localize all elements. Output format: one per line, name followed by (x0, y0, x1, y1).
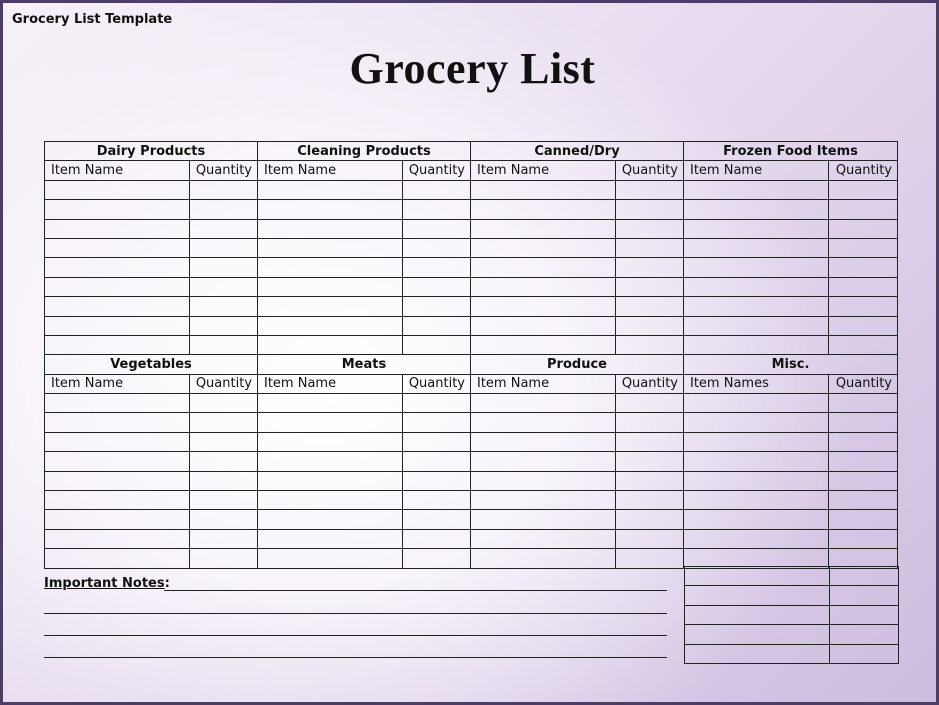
quantity-cell[interactable] (403, 180, 471, 199)
item-name-cell[interactable] (258, 277, 403, 296)
table-row (685, 586, 899, 605)
table-row (45, 491, 898, 510)
quantity-cell[interactable] (403, 297, 471, 316)
quantity-cell[interactable] (830, 586, 899, 605)
important-notes-colon: : (164, 576, 170, 591)
quantity-cell[interactable] (616, 491, 684, 510)
item-name-cell[interactable] (45, 219, 190, 238)
item-name-cell[interactable] (258, 529, 403, 548)
table-row (685, 605, 899, 624)
item-name-header: Item Name (471, 374, 616, 393)
item-name-cell[interactable] (685, 625, 830, 644)
quantity-cell[interactable] (829, 529, 898, 548)
table-row (45, 394, 898, 413)
quantity-cell[interactable] (616, 452, 684, 471)
quantity-header: Quantity (190, 161, 258, 180)
quantity-cell[interactable] (829, 297, 898, 316)
item-name-cell[interactable] (684, 413, 829, 432)
item-name-cell[interactable] (471, 200, 616, 219)
table-row (45, 452, 898, 471)
item-name-cell[interactable] (45, 297, 190, 316)
item-name-cell[interactable] (684, 200, 829, 219)
item-name-cell[interactable] (684, 510, 829, 529)
item-name-header: Item Name (258, 374, 403, 393)
quantity-cell[interactable] (830, 644, 899, 663)
quantity-cell[interactable] (190, 471, 258, 490)
misc-extra-rows (684, 566, 899, 664)
table-row (45, 297, 898, 316)
quantity-header: Quantity (616, 374, 684, 393)
item-name-cell[interactable] (684, 316, 829, 335)
quantity-cell[interactable] (403, 394, 471, 413)
item-name-header: Item Name (258, 161, 403, 180)
quantity-cell[interactable] (616, 238, 684, 257)
quantity-cell[interactable] (190, 529, 258, 548)
column-header-row (45, 374, 898, 393)
item-name-cell[interactable] (45, 413, 190, 432)
category-header: Produce (471, 355, 684, 374)
quantity-cell[interactable] (403, 432, 471, 451)
item-name-cell[interactable] (45, 510, 190, 529)
table-row (45, 277, 898, 296)
item-name-cell[interactable] (258, 258, 403, 277)
table-row (685, 644, 899, 663)
quantity-cell[interactable] (829, 258, 898, 277)
quantity-cell[interactable] (616, 219, 684, 238)
item-name-cell[interactable] (684, 491, 829, 510)
quantity-cell[interactable] (403, 335, 471, 354)
table-row (45, 413, 898, 432)
item-name-cell[interactable] (685, 605, 830, 624)
quantity-cell[interactable] (403, 219, 471, 238)
quantity-cell[interactable] (403, 238, 471, 257)
item-name-cell[interactable] (471, 529, 616, 548)
item-name-cell[interactable] (45, 200, 190, 219)
quantity-header: Quantity (829, 374, 898, 393)
item-name-cell[interactable] (471, 510, 616, 529)
column-header-row (45, 161, 898, 180)
item-name-cell[interactable] (258, 180, 403, 199)
important-notes-label (44, 576, 170, 591)
quantity-cell[interactable] (829, 316, 898, 335)
item-name-cell[interactable] (471, 238, 616, 257)
item-name-cell[interactable] (471, 180, 616, 199)
quantity-cell[interactable] (616, 200, 684, 219)
item-name-cell[interactable] (471, 316, 616, 335)
table-row (45, 200, 898, 219)
quantity-cell[interactable] (829, 238, 898, 257)
category-header: Vegetables (45, 355, 258, 374)
table-row (685, 625, 899, 644)
item-name-cell[interactable] (685, 586, 830, 605)
table-row (45, 529, 898, 548)
item-name-cell[interactable] (471, 452, 616, 471)
quantity-header: Quantity (829, 161, 898, 180)
table-row (45, 471, 898, 490)
category-header: Dairy Products (45, 142, 258, 161)
quantity-cell[interactable] (829, 510, 898, 529)
grocery-grid (44, 141, 898, 569)
quantity-cell[interactable] (190, 335, 258, 354)
quantity-cell[interactable] (829, 452, 898, 471)
item-name-cell[interactable] (684, 432, 829, 451)
quantity-header: Quantity (190, 374, 258, 393)
item-name-cell[interactable] (471, 432, 616, 451)
quantity-cell[interactable] (403, 452, 471, 471)
quantity-cell[interactable] (616, 180, 684, 199)
item-name-cell[interactable] (45, 432, 190, 451)
item-name-cell[interactable] (471, 335, 616, 354)
quantity-cell[interactable] (616, 549, 684, 568)
quantity-cell[interactable] (616, 471, 684, 490)
item-name-cell[interactable] (45, 180, 190, 199)
table-row (45, 238, 898, 257)
item-name-cell[interactable] (45, 491, 190, 510)
quantity-cell[interactable] (829, 491, 898, 510)
quantity-cell[interactable] (190, 219, 258, 238)
quantity-cell[interactable] (403, 316, 471, 335)
quantity-cell[interactable] (616, 277, 684, 296)
item-name-cell[interactable] (471, 549, 616, 568)
item-name-cell[interactable] (684, 219, 829, 238)
table-row (45, 219, 898, 238)
quantity-header: Quantity (616, 161, 684, 180)
quantity-cell[interactable] (829, 219, 898, 238)
category-header: Frozen Food Items (684, 142, 898, 161)
quantity-cell[interactable] (190, 200, 258, 219)
quantity-cell[interactable] (829, 335, 898, 354)
notes-line-3[interactable] (44, 635, 667, 636)
quantity-cell[interactable] (829, 471, 898, 490)
item-name-cell[interactable] (684, 394, 829, 413)
table-row (45, 258, 898, 277)
item-name-cell[interactable] (45, 549, 190, 568)
item-name-header: Item Names (684, 374, 829, 393)
item-name-cell[interactable] (471, 471, 616, 490)
notes-line-2[interactable] (44, 613, 667, 614)
item-name-cell[interactable] (258, 432, 403, 451)
quantity-cell[interactable] (190, 258, 258, 277)
item-name-cell[interactable] (45, 529, 190, 548)
quantity-cell[interactable] (403, 549, 471, 568)
category-header: Meats (258, 355, 471, 374)
table-row (685, 567, 899, 586)
quantity-cell[interactable] (190, 432, 258, 451)
quantity-cell[interactable] (403, 277, 471, 296)
quantity-cell[interactable] (616, 432, 684, 451)
item-name-cell[interactable] (258, 471, 403, 490)
category-header: Cleaning Products (258, 142, 471, 161)
quantity-cell[interactable] (190, 394, 258, 413)
item-name-cell[interactable] (258, 335, 403, 354)
item-name-cell[interactable] (258, 297, 403, 316)
quantity-cell[interactable] (829, 200, 898, 219)
quantity-cell[interactable] (190, 452, 258, 471)
item-name-cell[interactable] (258, 452, 403, 471)
quantity-cell[interactable] (829, 394, 898, 413)
item-name-cell[interactable] (258, 200, 403, 219)
item-name-cell[interactable] (45, 452, 190, 471)
quantity-cell[interactable] (829, 432, 898, 451)
table-row (45, 316, 898, 335)
quantity-cell[interactable] (616, 258, 684, 277)
item-name-cell[interactable] (258, 491, 403, 510)
item-name-cell[interactable] (45, 258, 190, 277)
quantity-cell[interactable] (403, 413, 471, 432)
item-name-cell[interactable] (471, 394, 616, 413)
quantity-cell[interactable] (830, 625, 899, 644)
table-row (45, 510, 898, 529)
quantity-cell[interactable] (190, 549, 258, 568)
item-name-cell[interactable] (45, 471, 190, 490)
item-name-cell[interactable] (684, 238, 829, 257)
item-name-cell[interactable] (45, 394, 190, 413)
item-name-cell[interactable] (258, 219, 403, 238)
item-name-cell[interactable] (45, 238, 190, 257)
item-name-cell[interactable] (684, 297, 829, 316)
quantity-cell[interactable] (190, 510, 258, 529)
category-header: Misc. (684, 355, 898, 374)
notes-line-1[interactable] (164, 590, 667, 591)
quantity-cell[interactable] (830, 567, 899, 586)
item-name-cell[interactable] (685, 567, 830, 586)
quantity-cell[interactable] (190, 277, 258, 296)
quantity-cell[interactable] (403, 200, 471, 219)
quantity-cell[interactable] (830, 605, 899, 624)
item-name-header: Item Name (684, 161, 829, 180)
item-name-cell[interactable] (258, 316, 403, 335)
item-name-cell[interactable] (684, 335, 829, 354)
item-name-cell[interactable] (258, 238, 403, 257)
item-name-cell[interactable] (471, 413, 616, 432)
quantity-cell[interactable] (616, 297, 684, 316)
category-header: Canned/Dry (471, 142, 684, 161)
item-name-header: Item Name (471, 161, 616, 180)
table-row (45, 335, 898, 354)
quantity-cell[interactable] (616, 413, 684, 432)
category-row (45, 355, 898, 374)
quantity-cell[interactable] (403, 510, 471, 529)
table-row (45, 180, 898, 199)
table-row (45, 432, 898, 451)
item-name-cell[interactable] (684, 529, 829, 548)
quantity-header: Quantity (403, 161, 471, 180)
quantity-header: Quantity (403, 374, 471, 393)
item-name-cell[interactable] (684, 471, 829, 490)
item-name-cell[interactable] (471, 277, 616, 296)
category-row (45, 142, 898, 161)
page-title: Grocery List (349, 44, 596, 93)
quantity-cell[interactable] (190, 180, 258, 199)
quantity-cell[interactable] (190, 316, 258, 335)
item-name-header: Item Name (45, 374, 190, 393)
quantity-cell[interactable] (403, 258, 471, 277)
item-name-cell[interactable] (258, 413, 403, 432)
item-name-cell[interactable] (258, 549, 403, 568)
quantity-cell[interactable] (616, 510, 684, 529)
item-name-cell[interactable] (471, 258, 616, 277)
quantity-cell[interactable] (403, 471, 471, 490)
quantity-cell[interactable] (403, 529, 471, 548)
quantity-cell[interactable] (403, 491, 471, 510)
quantity-cell[interactable] (190, 297, 258, 316)
quantity-cell[interactable] (829, 180, 898, 199)
quantity-cell[interactable] (616, 335, 684, 354)
item-name-cell[interactable] (258, 510, 403, 529)
item-name-cell[interactable] (684, 180, 829, 199)
quantity-cell[interactable] (616, 529, 684, 548)
quantity-cell[interactable] (190, 491, 258, 510)
quantity-cell[interactable] (829, 413, 898, 432)
item-name-cell[interactable] (45, 316, 190, 335)
item-name-cell[interactable] (685, 644, 830, 663)
quantity-cell[interactable] (616, 394, 684, 413)
item-name-cell[interactable] (471, 219, 616, 238)
item-name-header: Item Name (45, 161, 190, 180)
item-name-cell[interactable] (45, 335, 190, 354)
notes-line-4[interactable] (44, 657, 667, 658)
item-name-cell[interactable] (45, 277, 190, 296)
item-name-cell[interactable] (684, 277, 829, 296)
item-name-cell[interactable] (684, 452, 829, 471)
item-name-cell[interactable] (471, 491, 616, 510)
quantity-cell[interactable] (190, 238, 258, 257)
item-name-cell[interactable] (258, 394, 403, 413)
important-notes-text: Important Notes (44, 576, 165, 591)
document-title: Grocery List Template (12, 12, 173, 27)
quantity-cell[interactable] (190, 413, 258, 432)
quantity-cell[interactable] (616, 316, 684, 335)
quantity-cell[interactable] (829, 277, 898, 296)
item-name-cell[interactable] (471, 297, 616, 316)
item-name-cell[interactable] (684, 258, 829, 277)
